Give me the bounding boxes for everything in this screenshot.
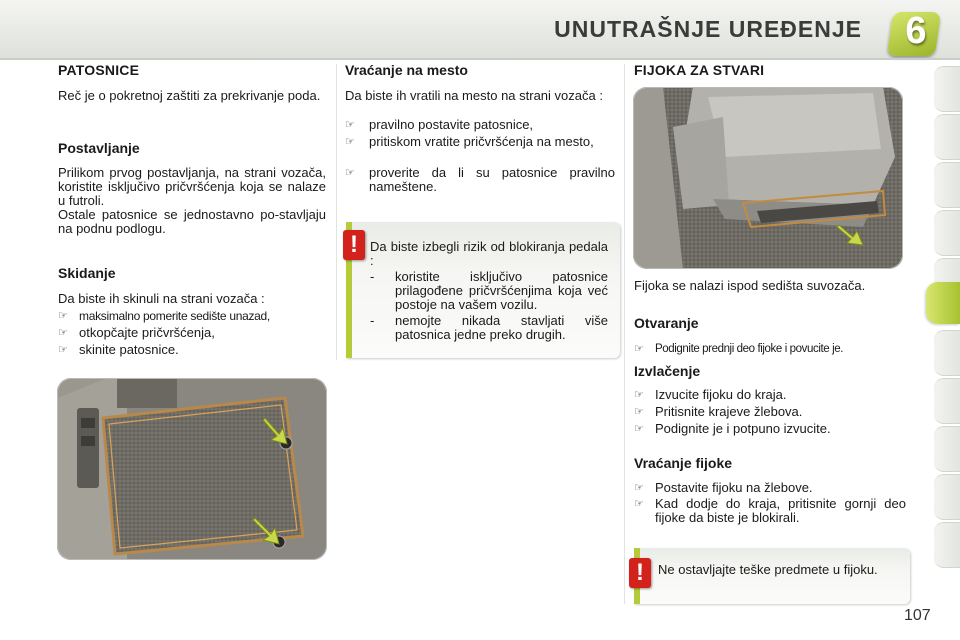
list-item: ☞ pritiskom vratite pričvršćenja na mesto, xyxy=(345,134,594,149)
hand-pointer-icon: ☞ xyxy=(58,310,68,322)
warning-intro: Da biste izbegli rizik od blokiranja pedala : xyxy=(370,239,608,268)
column-divider xyxy=(624,64,625,604)
chapter-tab[interactable] xyxy=(934,114,960,160)
drawer-caption: Fijoka se nalazi ispod sedišta suvozača. xyxy=(634,278,866,293)
hand-pointer-icon: ☞ xyxy=(58,344,68,356)
list-item: ☞ pravilno postavite patosnice, xyxy=(345,117,534,132)
chapter-tab[interactable] xyxy=(934,210,960,256)
chapter-tab[interactable] xyxy=(934,330,960,376)
section-title-drawer: FIJOKA ZA STVARI xyxy=(634,62,765,78)
list-item: - nemojte nikada stavljati više patosnica jedne preko drugih. xyxy=(370,313,608,342)
chapter-tab-active[interactable] xyxy=(926,282,960,324)
hand-pointer-icon: ☞ xyxy=(345,167,355,179)
floor-mat-illustration xyxy=(57,378,327,560)
subsection-title-refit-drawer: Vraćanje fijoke xyxy=(634,455,733,471)
list-item: ☞ otkopčajte pričvršćenja, xyxy=(58,325,215,340)
install-paragraph-1: Prilikom prvog postavljanja, na strani vozača, koristite isključivo pričvršćenja koja se nalaze u futroli. xyxy=(58,165,326,208)
chapter-tab[interactable] xyxy=(934,378,960,424)
dash-bullet: - xyxy=(370,269,375,284)
subsection-title-remove: Skidanje xyxy=(58,265,116,281)
subsection-title-open: Otvaranje xyxy=(634,315,699,331)
hand-pointer-icon: ☞ xyxy=(345,136,355,148)
hand-pointer-icon: ☞ xyxy=(345,119,355,131)
list-item: ☞ maksimalno pomerite sedište unazad, xyxy=(58,309,270,323)
section-title-refit-mats: Vraćanje na mesto xyxy=(345,62,468,78)
subsection-title-extract: Izvlačenje xyxy=(634,363,701,379)
hand-pointer-icon: ☞ xyxy=(634,423,644,435)
list-item: - koristite isključivo patosnice prilagođene pričvršćenjima koja već postoje na vašem vozilu. xyxy=(370,269,608,312)
hand-pointer-icon: ☞ xyxy=(634,343,644,355)
remove-intro: Da biste ih skinuli na strani vozača : xyxy=(58,291,265,306)
chapter-tab-rail xyxy=(928,66,960,566)
chapter-tab[interactable] xyxy=(934,522,960,568)
hand-pointer-icon: ☞ xyxy=(634,498,644,510)
refit-intro: Da biste ih vratili na mesto na strani vozača : xyxy=(345,88,603,103)
mats-intro: Reč je o pokretnoj zaštiti za prekrivanje poda. xyxy=(58,88,321,103)
section-title-mats: PATOSNICE xyxy=(58,62,140,78)
chapter-number: 6 xyxy=(905,10,927,52)
chapter-tab[interactable] xyxy=(934,474,960,520)
list-item: ☞ Pritisnite krajeve žlebova. xyxy=(634,404,803,419)
install-paragraph-2: Ostale patosnice se jednostavno po-stavljaju na podnu podlogu. xyxy=(58,207,326,236)
hand-pointer-icon: ☞ xyxy=(634,389,644,401)
list-item: ☞ Podignite prednji deo fijoke i povucite je. xyxy=(634,343,844,355)
list-item: ☞ skinite patosnice. xyxy=(58,342,179,357)
page-number: 107 xyxy=(904,607,931,624)
warning-drawer-text: Ne ostavljajte teške predmete u fijoku. xyxy=(658,562,878,577)
warning-exclamation-icon: ! xyxy=(343,230,365,260)
chapter-tab[interactable] xyxy=(934,66,960,112)
header-divider xyxy=(0,58,960,60)
hand-pointer-icon: ☞ xyxy=(634,482,644,494)
hand-pointer-icon: ☞ xyxy=(58,327,68,339)
column-divider xyxy=(336,64,337,360)
dash-bullet: - xyxy=(370,313,375,328)
list-item: ☞ Podignite je i potpuno izvucite. xyxy=(634,421,831,436)
list-item: ☞ Izvucite fijoku do kraja. xyxy=(634,387,787,402)
list-item: ☞ Postavite fijoku na žlebove. xyxy=(634,480,813,495)
chapter-tab[interactable] xyxy=(934,162,960,208)
list-item: ☞ Kad dodje do kraja, pritisnite gornji deo fijoke da biste je blokirali. xyxy=(634,496,906,525)
drawer-illustration xyxy=(633,87,903,269)
warning-exclamation-icon: ! xyxy=(629,558,651,588)
list-item: ☞ proverite da li su patosnice pravilno nameštene. xyxy=(345,165,615,194)
chapter-tab[interactable] xyxy=(934,426,960,472)
hand-pointer-icon: ☞ xyxy=(634,406,644,418)
subsection-title-install: Postavljanje xyxy=(58,140,140,156)
page-title: UNUTRAŠNJE UREĐENJE xyxy=(554,16,862,42)
